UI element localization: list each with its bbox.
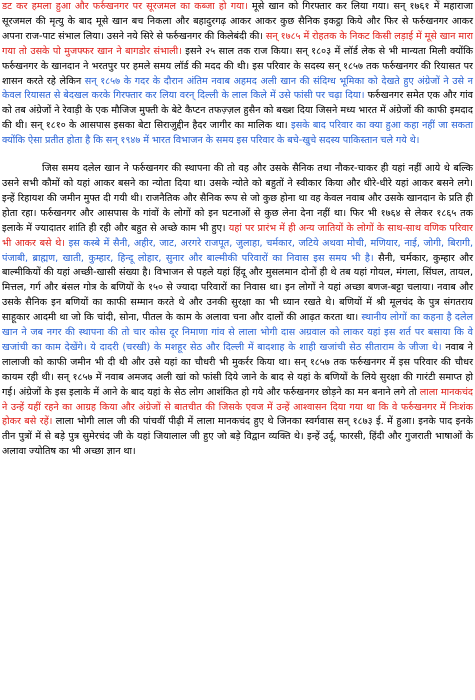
text-segment-black: लाला भोगी लाल जी की पांचवीं पीढ़ी में लाला मानकचंद हुए थे जिनका स्वर्गवास सन् १८७३ ई. में हुआ। इनके पाद इनके तीन पुत्रों में से बड़े पुत्र सुमेरचंद जी के यहां जियालाल जी हुए जो बड़े विद्वान व्यक्ति थे। इन्हें उर्दू, फारसी, हिंदी और गुजराती भाषाओं के अलावा ज्योतिष का भी अच्छा ज्ञान था। xyxy=(2,416,473,458)
text-segment-red: यहां पर प्रारंभ में ही अन्य जातियों के लोगों के साथ-साथ वणिक परिवार भी आकर बसे थे। xyxy=(2,222,473,249)
text-segment-black: मूसे खान को गिरफ्तार कर लिया गया। सन् १७६१ में महाराजा सूरजमल की मृत्यु के बाद मूसे खान बच निकला और बहादुरगढ़ आकर आकर कुछ सैनिक इकट्ठा किये और फिर से फर्रुखनगर आकर अपना राज-पाट संभाल लिया। उसने नये सिरे से फर्रुखनगर की किलेबंदी की। xyxy=(2,1,473,42)
paragraph-2 xyxy=(2,162,473,460)
text-segment-red: डट कर हमला हुआ और फर्रुखनगर पर सूरजमल का कब्जा हो गया। xyxy=(2,1,248,12)
text-segment-blue: इस कस्बे में सैनी, अहीर, जाट, अरगरे राजपूत, जुलाहा, चर्मकार, जटिये अथवा मोची, मणियार, नाई, जोगी, बिरागी, पंजाबी, ब्राह्मण, खाती, कुम्हार, हिन्दू लोहार, सुनार और बाल्मीकी परिवारों का निवास इस समय भी है। xyxy=(2,237,473,264)
text-segment-red: लाला मानकचंद ने उन्हें यहीं रहने का आग्रह किया और अंग्रेजों से बातचीत की जिसके एवज में उन्हें आश्वासन दिया गया था कि वे फर्रुखनगर में निःशंक होकर बसे रहें। xyxy=(2,386,474,428)
paragraph-1 xyxy=(2,0,473,149)
text-segment-blue: स्थानीय लोगों का कहना है दलेल खान ने जब नगर की स्थापना की तो चार कोस दूर निमाणा गांव से लाला भोगी दास अग्रवाल को लाकर यहां इस शर्त पर बसाया कि वे खजांची का काम देखेंगे। ये दादरी (चरखी) के मशहूर सेठ और दिल्ली में बादशाह के शाही खजांची सेठ सीताराम के जीजा थे। xyxy=(2,312,473,353)
text-segment-black: नवाब ने लालाजी को काफी जमीन भी दी थी और उसे यहां का चौधरी भी मुकर्रर किया था। सन् १८५७ तक फर्रुखनगर में इस परिवार की चौधर कायम रही थी। सन् १८५७ में नवाब अमजद अली खां को फांसी दिये जाने के बाद से यहां के बणियों के लिये सुरक्षा की गारंटी समाप्त हो गई। अंग्रेजों के इस इलाके में आने के बाद यहां के सेठ लोग आशंकित हो गये और फर्रुखनगर छोड़ने का मन बनाने लगे तो xyxy=(2,341,473,398)
text-segment-blue: इसके बाद परिवार का क्या हुआ कहा नहीं जा सकता क्योंकि ऐसा प्रतीत होता है कि सन् १९४७ में भारत विभाजन के समय इस परिवार के बचे-खुचे सदस्य पाकिस्तान चले गये थे। xyxy=(2,120,473,147)
text-segment-black: सैनी, चर्मकार, कुम्हार और बाल्मीकियों की यहां अच्छी-खासी संख्या है। विभाजन से पहले यहां हिंदू और मुसलमान दोनों ही थे तब यहां गोयल, मंगला, सिंघल, तायल, मित्तल, गर्ग और बंसल गोत्र के बणियों के १५० से ज्यादा परिवारों का निवास था। इन लोगों ने यहां अच्छा बणज-बट्टा चलाया। नवाब और उसके सैनिक इन बणियों का काफी सम्मान करते थे और उनकी सुरक्षा का भी ध्यान रखते थे। बणियों में श्री मूलचंद के पुत्र संगतराय साहूकार आदमी था जो कि चांदी, सोना, पीतल के काम के अलावा चना और दालों की आढ़त करता था। xyxy=(2,252,474,324)
text-segment-red: सन् १७८५ में रोहतक के निकट किसी लड़ाई में मूसे खान मारा गया तो उसके पो मुजफ्फर खान ने बागडोर संभाली। xyxy=(2,30,473,57)
text-segment-black: इसने २५ साल तक राज किया। सन् १८०३ में लॉर्ड लेक से भी मान्यता मिली क्योंकि फर्रुखनगर के खानदान ने भरतपुर पर हमले समय लॉर्ड की मदद की थी। इस परिवार के सदस्य सन् १८५७ तक फर्रुखनगर की रियासत पर शासन करते रहे लेकिन xyxy=(2,45,474,87)
text-segment-black: जिस समय दलेल खान ने फर्रुखनगर की स्थापना की तो वह और उसके सैनिक तथा नौकर-चाकर ही यहां नहीं आये थे बल्कि उसने सभी कौमों को यहां आकर बसने का न्योता दिया था। उसके न्योते को बहुतों ने स्वीकार किया और धीरे-धीरे यहां आकर बसने लगे। इन्हें रिहायश की जमीन मुफ्त दी गयी थी। राजनैतिक और सैनिक रूप से जो कुछ होना था वह केवल नवाब और उसके खानदान के प्रति ही होता रहा। फर्रुखनगर और आसपास के गांवों के लोगों को इन घटनाओं से कुछ लेना देना नहीं था। फिर भी १७६४ से लेकर १८६५ तक इलाके में ज्यादातर शांति ही रही और बहुत से अच्छे काम भी हुए। xyxy=(2,163,473,234)
text-segment-blue: सन् १८५७ के गदर के दौरान अंतिम नवाब अहमद अली खान की संदिग्ध भूमिका को देखते हुए अंग्रेजों ने उसे न केवल रियासत से बेदखल करके गिरफ्तार कर लिया वरन् दिल्ली के लाल किले में उसे फांसी पर चढ़ा दिया। xyxy=(2,75,473,102)
text-segment-black: फर्रुखनगर समेत एक और गांव को तब अंग्रेजों ने रेवाड़ी के एक मौजिज मुफ्ती के बेटे कैप्टन तफज़्ज़ल हुसैन को बख्श दिया जिसने मध्य भारत में अंग्रेजों की काफी इमदाद की थी। सन् १८१० के आसपास इसका बेटा सिराजुद्दीन हैदर जागीर का मालिक था। xyxy=(2,90,474,132)
